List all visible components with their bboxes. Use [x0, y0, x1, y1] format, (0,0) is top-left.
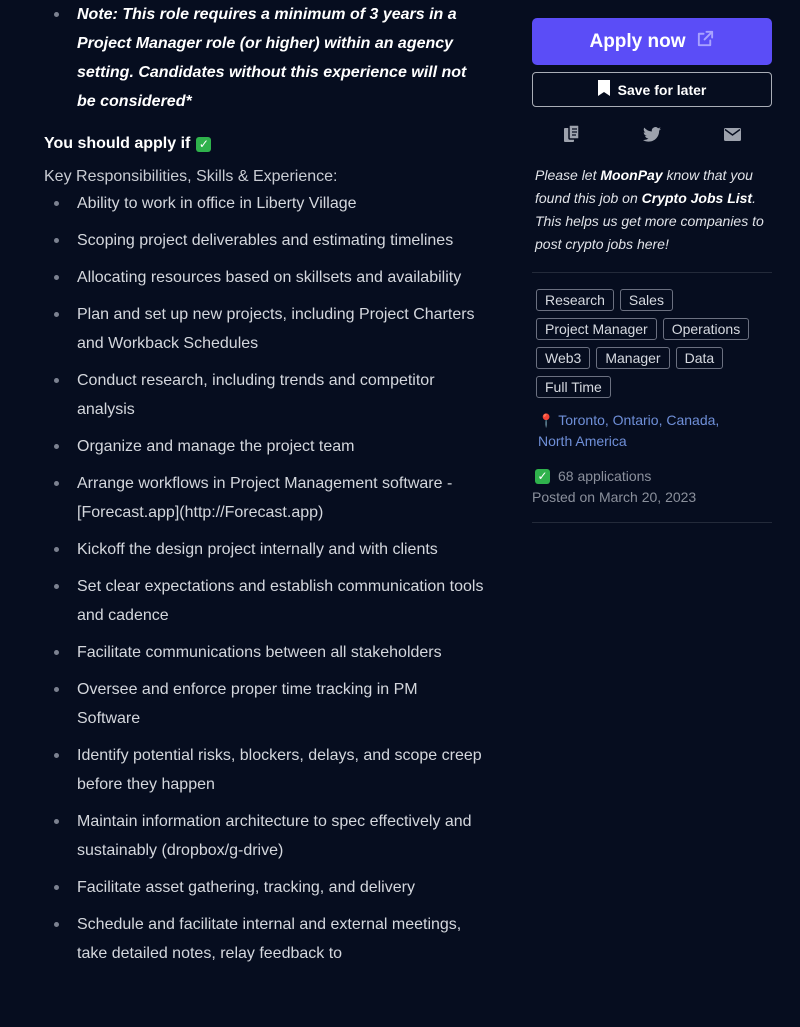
job-stats [532, 466, 772, 523]
tag-research[interactable]: Research [536, 289, 614, 311]
location-link-toronto[interactable]: Toronto [558, 412, 605, 428]
list-item: Maintain information architecture to spec effectively and sustainably (dropbox/g-drive) [44, 807, 484, 865]
promo-part: know that you found this job on [535, 167, 753, 206]
list-item: Allocating resources based on skillsets and availability [44, 263, 484, 292]
list-item: Facilitate communications between all stakeholders [44, 638, 484, 667]
location-link-canada[interactable]: Canada [666, 412, 716, 428]
tag-web3[interactable]: Web3 [536, 347, 590, 369]
list-item: Schedule and facilitate internal and external meetings, take detailed notes, relay feedback to [44, 910, 484, 968]
responsibilities-list [44, 189, 484, 968]
twitter-icon[interactable] [643, 127, 661, 142]
save-for-later-label: Save for later [617, 81, 707, 98]
list-item: Conduct research, including trends and competitor analysis [44, 366, 484, 424]
posted-date: Posted on March 20, 2023 [532, 489, 697, 505]
note-text: Note: This role requires a minimum of 3 years in a Project Manager role (or higher) within an agency setting. Candidates without this experience will not be considered* [44, 0, 484, 116]
external-link-icon [696, 29, 715, 54]
responsibilities-intro: Key Responsibilities, Skills & Experience: [44, 168, 338, 185]
location-link-north-america[interactable]: North America [538, 433, 627, 449]
list-item: Set clear expectations and establish communication tools and cadence [44, 572, 484, 630]
email-icon[interactable] [724, 128, 741, 141]
list-item: Oversee and enforce proper time tracking in PM Software [44, 675, 484, 733]
copy-icon[interactable] [564, 125, 580, 143]
list-item: Scoping project deliverables and estimating timelines [44, 226, 484, 255]
tag-operations[interactable]: Operations [663, 318, 749, 340]
bookmark-icon [598, 80, 610, 99]
tag-list [532, 289, 772, 398]
check-mark-icon: ✓ [196, 137, 211, 152]
apply-now-button[interactable] [532, 18, 772, 65]
job-description [44, 0, 484, 976]
list-item: Plan and set up new projects, including Project Charters and Workback Schedules [44, 300, 484, 358]
location-link-ontario[interactable]: Ontario [612, 412, 659, 428]
list-item: Ability to work in office in Liberty Village [44, 189, 484, 218]
apply-if-label: You should apply if [44, 135, 191, 152]
site-name: Crypto Jobs List [641, 190, 753, 206]
tag-sales[interactable]: Sales [620, 289, 673, 311]
apply-if-heading [44, 132, 484, 156]
list-item: Organize and manage the project team [44, 432, 484, 461]
location: 📍 Toronto, Ontario, Canada, North America [538, 412, 720, 449]
company-name: MoonPay [600, 167, 663, 183]
promo-text [532, 164, 772, 273]
check-mark-icon: ✓ [535, 469, 550, 484]
list-item: Kickoff the design project internally and with clients [44, 535, 484, 564]
tag-manager[interactable]: Manager [596, 347, 669, 369]
location-pin-icon: 📍 [538, 413, 555, 428]
job-sidebar [532, 18, 772, 523]
tag-project-manager[interactable]: Project Manager [536, 318, 657, 340]
list-item: Identify potential risks, blockers, delays, and scope creep before they happen [44, 741, 484, 799]
tag-data[interactable]: Data [676, 347, 724, 369]
share-bar [532, 124, 772, 144]
applications-count: 68 applications [558, 468, 652, 484]
promo-part: Please let [535, 167, 601, 183]
save-for-later-button[interactable] [532, 72, 772, 107]
list-item: Arrange workflows in Project Management software - [Forecast.app](http://Forecast.app) [44, 469, 484, 527]
promo-part: . This helps us get more companies to post crypto jobs here! [535, 190, 764, 252]
list-item: Facilitate asset gathering, tracking, and delivery [44, 873, 484, 902]
note-list [44, 0, 484, 116]
apply-now-label: Apply now [589, 30, 686, 52]
tag-full-time[interactable]: Full Time [536, 376, 611, 398]
